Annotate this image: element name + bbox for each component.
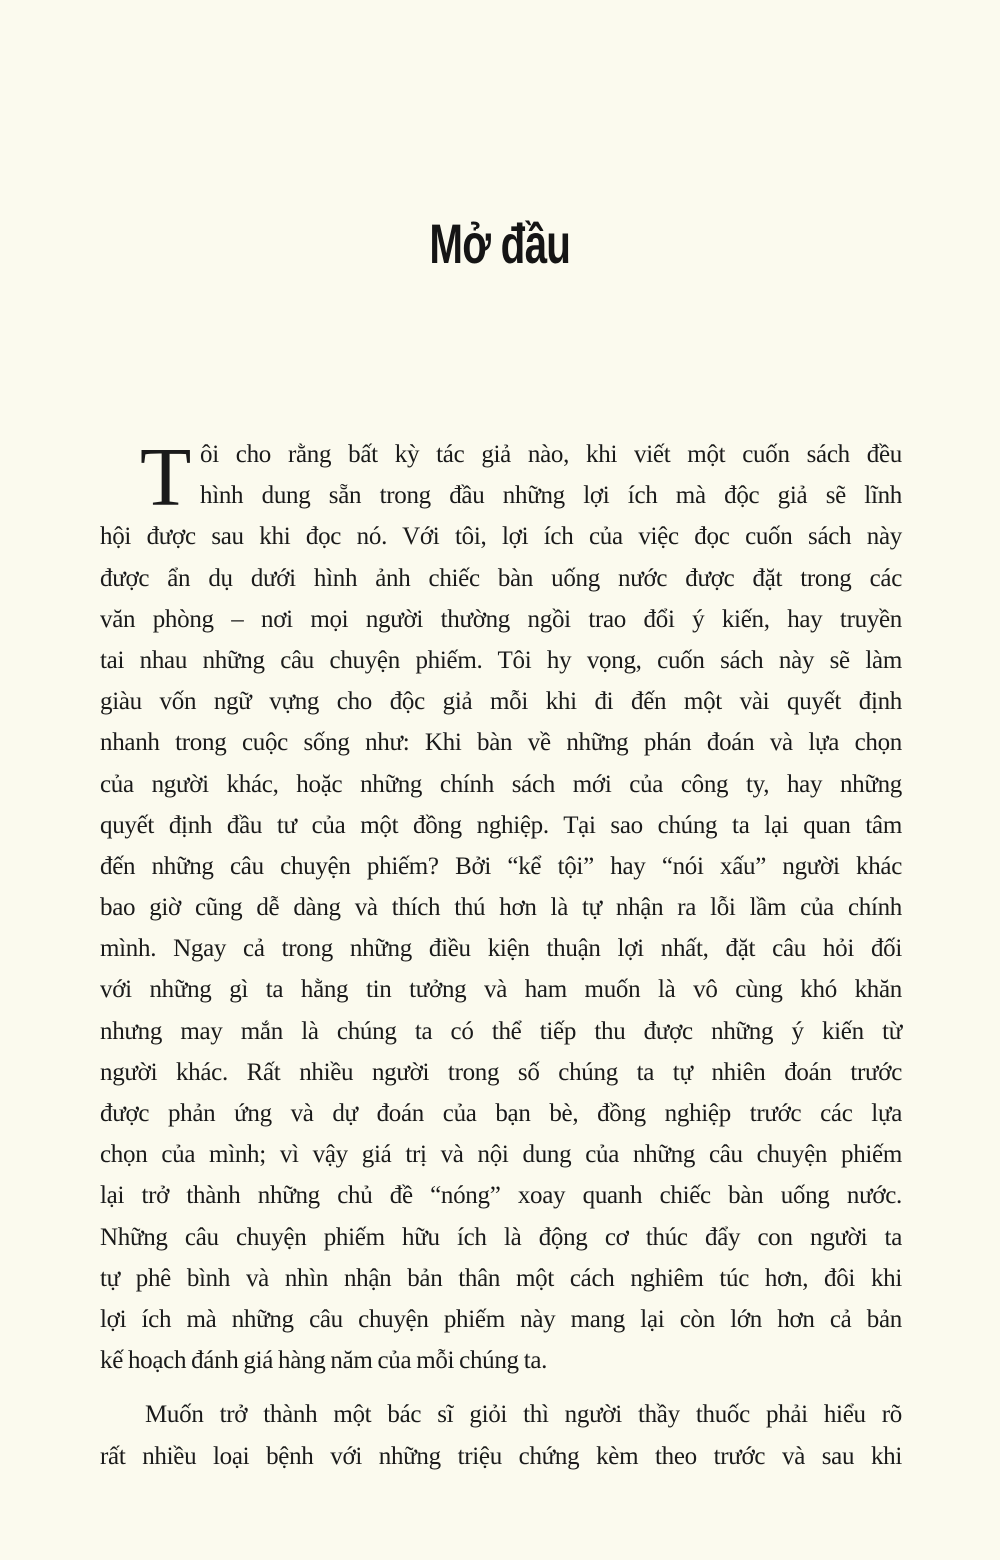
text-line: Muốn trở thành một bác sĩ giỏi thì người thầy thuốc phải hiểu rõ (145, 1401, 902, 1429)
text-line: tự phê bình và nhìn nhận bản thân một cách nghiêm túc hơn, đôi khi (100, 1264, 902, 1292)
text-line: nhưng may mắn là chúng ta có thể tiếp thu được những ý kiến từ (100, 1017, 902, 1045)
text-line: văn phòng – nơi mọi người thường ngồi trao đổi ý kiến, hay truyền (100, 605, 902, 633)
paragraph-gap (100, 1381, 902, 1394)
paragraph-1 (100, 431, 902, 1381)
page-title (0, 212, 1000, 276)
text-line: chọn của mình; vì vậy giá trị và nội dung của những câu chuyện phiếm (100, 1141, 902, 1169)
text-line: hội được sau khi đọc nó. Với tôi, lợi ích của việc đọc cuốn sách này (100, 523, 902, 551)
text-line: được ẩn dụ dưới hình ảnh chiếc bàn uống nước được đặt trong các (100, 564, 902, 592)
text-line: Những câu chuyện phiếm hữu ích là động cơ thúc đẩy con người ta (100, 1223, 902, 1251)
body-text (100, 431, 902, 1477)
chapter-heading: Mở đầu (429, 212, 571, 275)
text-line: người khác. Rất nhiều người trong số chúng ta tự nhiên đoán trước (100, 1058, 902, 1086)
text-line: với những gì ta hằng tin tưởng và ham muốn là vô cùng khó khăn (100, 976, 902, 1004)
text-line: lợi ích mà những câu chuyện phiếm này mang lại còn lớn hơn cả bản (100, 1305, 902, 1333)
text-line: được phản ứng và dự đoán của bạn bè, đồng nghiệp trước các lựa (100, 1100, 902, 1127)
text-line: lại trở thành những chủ đề “nóng” xoay quanh chiếc bàn uống nước. (100, 1182, 902, 1210)
drop-cap: T (140, 431, 192, 524)
text-line: của người khác, hoặc những chính sách mới của công ty, hay những (100, 770, 902, 798)
text-line: bao giờ cũng dễ dàng và thích thú hơn là tự nhận ra lỗi lầm của chính (100, 894, 902, 922)
text-line: quyết định đầu tư của một đồng nghiệp. Tại sao chúng ta lại quan tâm (100, 811, 902, 839)
text-line: nhanh trong cuộc sống như: Khi bàn về những phán đoán và lựa chọn (100, 729, 902, 757)
text-line: hình dung sẵn trong đầu những lợi ích mà độc giả sẽ lĩnh (200, 482, 902, 510)
text-line: kế hoạch đánh giá hàng năm của mỗi chúng ta. (100, 1347, 548, 1375)
text-line: giàu vốn ngữ vựng cho độc giả mỗi khi đi đến một vài quyết định (100, 688, 902, 716)
text-line: ôi cho rằng bất kỳ tác giả nào, khi viết một cuốn sách đều (200, 441, 902, 468)
text-line: mình. Ngay cả trong những điều kiện thuận lợi nhất, đặt câu hỏi đối (100, 935, 902, 963)
text-line: đến những câu chuyện phiếm? Bởi “kể tội” hay “nói xấu” người khác (100, 852, 902, 880)
text-line: tai nhau những câu chuyện phiếm. Tôi hy vọng, cuốn sách này sẽ làm (100, 646, 902, 674)
paragraph-2 (100, 1394, 902, 1476)
text-line: rất nhiều loại bệnh với những triệu chứng kèm theo trước và sau khi (100, 1442, 902, 1470)
